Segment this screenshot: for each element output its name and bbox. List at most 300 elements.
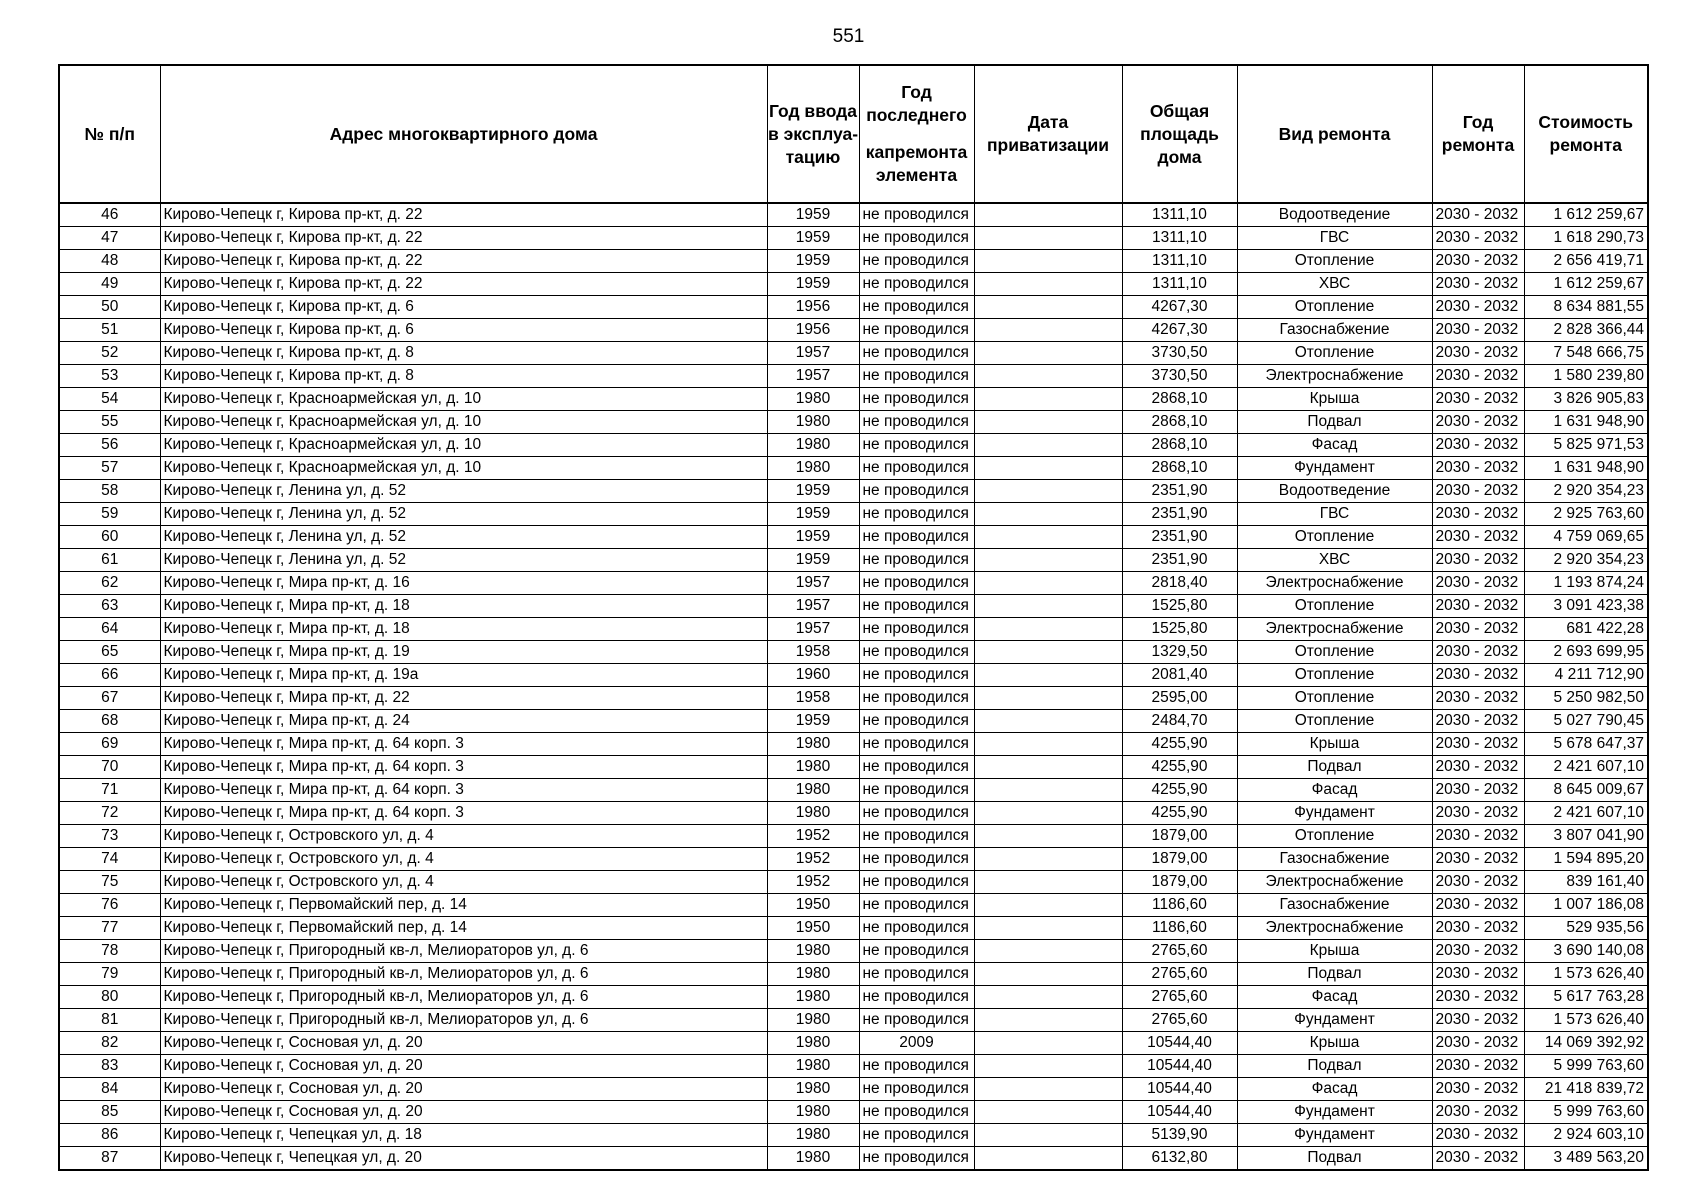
cell-area: 2351,90: [1122, 480, 1237, 503]
cell-num: 67: [59, 687, 160, 710]
cell-last-repair: не проводился: [859, 710, 974, 733]
cell-repair-type: ГВС: [1237, 227, 1432, 250]
table-row: [59, 1147, 1648, 1171]
cell-year-built: 1980: [767, 940, 859, 963]
cell-address: Кирово-Чепецк г, Островского ул, д. 4: [160, 848, 767, 871]
table-row: [59, 1078, 1648, 1101]
cell-repair-type: Отопление: [1237, 296, 1432, 319]
cell-address: Кирово-Чепецк г, Чепецкая ул, д. 18: [160, 1124, 767, 1147]
cell-year-built: 1950: [767, 917, 859, 940]
cell-privatization: [974, 986, 1122, 1009]
cell-num: 52: [59, 342, 160, 365]
cell-num: 49: [59, 273, 160, 296]
table-row: [59, 595, 1648, 618]
cell-address: Кирово-Чепецк г, Ленина ул, д. 52: [160, 549, 767, 572]
cell-cost: 14 069 392,92: [1524, 1032, 1648, 1055]
cell-area: 4255,90: [1122, 779, 1237, 802]
cell-repair-year: 2030 - 2032: [1432, 319, 1524, 342]
cell-address: Кирово-Чепецк г, Островского ул, д. 4: [160, 825, 767, 848]
cell-repair-type: Фасад: [1237, 434, 1432, 457]
cell-cost: 4 211 712,90: [1524, 664, 1648, 687]
cell-repair-year: 2030 - 2032: [1432, 296, 1524, 319]
table-row: [59, 273, 1648, 296]
cell-address: Кирово-Чепецк г, Первомайский пер, д. 14: [160, 917, 767, 940]
cell-last-repair: не проводился: [859, 1101, 974, 1124]
cell-privatization: [974, 687, 1122, 710]
cell-repair-type: Подвал: [1237, 1055, 1432, 1078]
cell-cost: 2 421 607,10: [1524, 756, 1648, 779]
cell-year-built: 1958: [767, 641, 859, 664]
cell-year-built: 1980: [767, 733, 859, 756]
cell-address: Кирово-Чепецк г, Кирова пр-кт, д. 22: [160, 250, 767, 273]
cell-repair-type: ГВС: [1237, 503, 1432, 526]
cell-repair-type: Отопление: [1237, 825, 1432, 848]
cell-area: 2484,70: [1122, 710, 1237, 733]
cell-cost: 4 759 069,65: [1524, 526, 1648, 549]
cell-address: Кирово-Чепецк г, Чепецкая ул, д. 20: [160, 1147, 767, 1171]
table-row: [59, 756, 1648, 779]
cell-privatization: [974, 618, 1122, 641]
cell-repair-type: Фундамент: [1237, 457, 1432, 480]
table-row: [59, 779, 1648, 802]
table-row: [59, 940, 1648, 963]
cell-last-repair: не проводился: [859, 825, 974, 848]
cell-address: Кирово-Чепецк г, Сосновая ул, д. 20: [160, 1101, 767, 1124]
cell-year-built: 1980: [767, 1055, 859, 1078]
cell-num: 47: [59, 227, 160, 250]
cell-repair-type: Отопление: [1237, 664, 1432, 687]
header-address: Адрес многоквартирного дома: [160, 65, 767, 203]
cell-last-repair: не проводился: [859, 342, 974, 365]
cell-area: 2351,90: [1122, 526, 1237, 549]
cell-area: 2765,60: [1122, 1009, 1237, 1032]
cell-year-built: 1980: [767, 434, 859, 457]
cell-cost: 3 826 905,83: [1524, 388, 1648, 411]
cell-repair-year: 2030 - 2032: [1432, 250, 1524, 273]
cell-address: Кирово-Чепецк г, Красноармейская ул, д. 10: [160, 457, 767, 480]
cell-num: 65: [59, 641, 160, 664]
cell-repair-type: Электроснабжение: [1237, 365, 1432, 388]
cell-last-repair: не проводился: [859, 641, 974, 664]
cell-num: 69: [59, 733, 160, 756]
cell-repair-type: Фасад: [1237, 779, 1432, 802]
header-last-repair: [859, 65, 974, 203]
cell-area: 5139,90: [1122, 1124, 1237, 1147]
cell-last-repair: не проводился: [859, 227, 974, 250]
cell-repair-type: Подвал: [1237, 1147, 1432, 1171]
cell-last-repair: не проводился: [859, 1147, 974, 1171]
table-row: [59, 250, 1648, 273]
cell-repair-year: 2030 - 2032: [1432, 802, 1524, 825]
cell-repair-year: 2030 - 2032: [1432, 641, 1524, 664]
cell-privatization: [974, 1124, 1122, 1147]
cell-address: Кирово-Чепецк г, Красноармейская ул, д. 10: [160, 388, 767, 411]
cell-year-built: 1980: [767, 986, 859, 1009]
cell-last-repair: не проводился: [859, 894, 974, 917]
cell-address: Кирово-Чепецк г, Пригородный кв-л, Мелиораторов ул, д. 6: [160, 986, 767, 1009]
cell-year-built: 1952: [767, 848, 859, 871]
cell-privatization: [974, 733, 1122, 756]
cell-repair-type: Электроснабжение: [1237, 917, 1432, 940]
table-row: [59, 710, 1648, 733]
cell-address: Кирово-Чепецк г, Сосновая ул, д. 20: [160, 1078, 767, 1101]
cell-cost: 2 656 419,71: [1524, 250, 1648, 273]
cell-cost: 8 645 009,67: [1524, 779, 1648, 802]
cell-last-repair: не проводился: [859, 273, 974, 296]
cell-privatization: [974, 664, 1122, 687]
cell-privatization: [974, 365, 1122, 388]
cell-cost: 2 924 603,10: [1524, 1124, 1648, 1147]
cell-address: Кирово-Чепецк г, Кирова пр-кт, д. 22: [160, 203, 767, 227]
header-cost: Стоимость ремонта: [1524, 65, 1648, 203]
cell-last-repair: не проводился: [859, 802, 974, 825]
cell-repair-type: Фундамент: [1237, 802, 1432, 825]
cell-cost: 2 920 354,23: [1524, 549, 1648, 572]
cell-num: 75: [59, 871, 160, 894]
cell-area: 10544,40: [1122, 1032, 1237, 1055]
cell-repair-type: Водоотведение: [1237, 203, 1432, 227]
cell-privatization: [974, 1055, 1122, 1078]
cell-area: 1879,00: [1122, 871, 1237, 894]
cell-repair-type: Фундамент: [1237, 1009, 1432, 1032]
cell-last-repair: не проводился: [859, 503, 974, 526]
header-last-repair-top: Год последнего: [866, 82, 967, 125]
cell-last-repair: не проводился: [859, 434, 974, 457]
cell-address: Кирово-Чепецк г, Мира пр-кт, д. 64 корп. 3: [160, 779, 767, 802]
cell-area: 2868,10: [1122, 457, 1237, 480]
table-row: [59, 434, 1648, 457]
cell-num: 50: [59, 296, 160, 319]
cell-last-repair: не проводился: [859, 572, 974, 595]
table-row: [59, 526, 1648, 549]
cell-num: 56: [59, 434, 160, 457]
cell-year-built: 1959: [767, 203, 859, 227]
cell-cost: 5 999 763,60: [1524, 1055, 1648, 1078]
cell-year-built: 1957: [767, 365, 859, 388]
cell-address: Кирово-Чепецк г, Кирова пр-кт, д. 22: [160, 227, 767, 250]
cell-privatization: [974, 203, 1122, 227]
repair-schedule-table: [58, 64, 1649, 1171]
cell-repair-year: 2030 - 2032: [1432, 825, 1524, 848]
cell-area: 1311,10: [1122, 203, 1237, 227]
cell-num: 64: [59, 618, 160, 641]
cell-last-repair: не проводился: [859, 963, 974, 986]
table-row: [59, 802, 1648, 825]
cell-area: 3730,50: [1122, 342, 1237, 365]
cell-cost: 839 161,40: [1524, 871, 1648, 894]
cell-area: 1525,80: [1122, 618, 1237, 641]
cell-privatization: [974, 572, 1122, 595]
cell-last-repair: не проводился: [859, 848, 974, 871]
cell-year-built: 1980: [767, 963, 859, 986]
cell-area: 4267,30: [1122, 319, 1237, 342]
cell-repair-type: Отопление: [1237, 526, 1432, 549]
cell-privatization: [974, 779, 1122, 802]
cell-last-repair: не проводился: [859, 687, 974, 710]
cell-last-repair: 2009: [859, 1032, 974, 1055]
cell-cost: 21 418 839,72: [1524, 1078, 1648, 1101]
cell-area: 2765,60: [1122, 963, 1237, 986]
table-body: [59, 203, 1648, 1170]
cell-year-built: 1957: [767, 572, 859, 595]
table-row: [59, 871, 1648, 894]
cell-year-built: 1980: [767, 779, 859, 802]
cell-privatization: [974, 802, 1122, 825]
cell-num: 53: [59, 365, 160, 388]
table-row: [59, 227, 1648, 250]
cell-num: 60: [59, 526, 160, 549]
cell-repair-year: 2030 - 2032: [1432, 687, 1524, 710]
header-year-built: Год ввода в эксплуа-тацию: [767, 65, 859, 203]
cell-repair-year: 2030 - 2032: [1432, 779, 1524, 802]
cell-cost: 1 580 239,80: [1524, 365, 1648, 388]
cell-address: Кирово-Чепецк г, Кирова пр-кт, д. 8: [160, 365, 767, 388]
cell-num: 62: [59, 572, 160, 595]
cell-num: 46: [59, 203, 160, 227]
cell-last-repair: не проводился: [859, 595, 974, 618]
cell-repair-type: Отопление: [1237, 595, 1432, 618]
cell-cost: 3 091 423,38: [1524, 595, 1648, 618]
cell-repair-year: 2030 - 2032: [1432, 595, 1524, 618]
cell-privatization: [974, 457, 1122, 480]
cell-num: 81: [59, 1009, 160, 1032]
cell-privatization: [974, 1147, 1122, 1171]
table-row: [59, 503, 1648, 526]
cell-address: Кирово-Чепецк г, Пригородный кв-л, Мелиораторов ул, д. 6: [160, 963, 767, 986]
cell-address: Кирово-Чепецк г, Сосновая ул, д. 20: [160, 1055, 767, 1078]
header-privatization: Дата приватизации: [974, 65, 1122, 203]
cell-year-built: 1959: [767, 710, 859, 733]
cell-last-repair: не проводился: [859, 779, 974, 802]
cell-area: 3730,50: [1122, 365, 1237, 388]
cell-area: 1311,10: [1122, 250, 1237, 273]
cell-area: 4255,90: [1122, 756, 1237, 779]
cell-repair-type: Отопление: [1237, 641, 1432, 664]
cell-num: 83: [59, 1055, 160, 1078]
cell-num: 82: [59, 1032, 160, 1055]
cell-repair-year: 2030 - 2032: [1432, 1055, 1524, 1078]
cell-repair-year: 2030 - 2032: [1432, 1147, 1524, 1171]
cell-repair-type: Отопление: [1237, 342, 1432, 365]
cell-cost: 529 935,56: [1524, 917, 1648, 940]
cell-area: 2081,40: [1122, 664, 1237, 687]
cell-year-built: 1980: [767, 802, 859, 825]
cell-address: Кирово-Чепецк г, Ленина ул, д. 52: [160, 503, 767, 526]
cell-num: 71: [59, 779, 160, 802]
cell-privatization: [974, 227, 1122, 250]
cell-num: 57: [59, 457, 160, 480]
cell-area: 2595,00: [1122, 687, 1237, 710]
cell-year-built: 1950: [767, 894, 859, 917]
cell-last-repair: не проводился: [859, 526, 974, 549]
cell-area: 4255,90: [1122, 733, 1237, 756]
cell-last-repair: не проводился: [859, 871, 974, 894]
cell-privatization: [974, 526, 1122, 549]
cell-year-built: 1980: [767, 1101, 859, 1124]
cell-last-repair: не проводился: [859, 203, 974, 227]
cell-repair-type: ХВС: [1237, 273, 1432, 296]
table-row: [59, 664, 1648, 687]
cell-year-built: 1980: [767, 1032, 859, 1055]
cell-cost: 1 618 290,73: [1524, 227, 1648, 250]
cell-num: 87: [59, 1147, 160, 1171]
cell-last-repair: не проводился: [859, 365, 974, 388]
cell-area: 4255,90: [1122, 802, 1237, 825]
cell-num: 70: [59, 756, 160, 779]
cell-year-built: 1957: [767, 618, 859, 641]
cell-area: 1879,00: [1122, 825, 1237, 848]
table-row: [59, 203, 1648, 227]
cell-repair-year: 2030 - 2032: [1432, 388, 1524, 411]
cell-repair-type: Подвал: [1237, 756, 1432, 779]
table-row: [59, 641, 1648, 664]
cell-repair-year: 2030 - 2032: [1432, 1032, 1524, 1055]
table-row: [59, 342, 1648, 365]
cell-num: 58: [59, 480, 160, 503]
cell-repair-type: Газоснабжение: [1237, 319, 1432, 342]
cell-year-built: 1960: [767, 664, 859, 687]
cell-year-built: 1957: [767, 595, 859, 618]
table-row: [59, 1032, 1648, 1055]
cell-repair-type: Фундамент: [1237, 1124, 1432, 1147]
cell-repair-year: 2030 - 2032: [1432, 1009, 1524, 1032]
cell-privatization: [974, 917, 1122, 940]
cell-cost: 5 027 790,45: [1524, 710, 1648, 733]
cell-address: Кирово-Чепецк г, Мира пр-кт, д. 22: [160, 687, 767, 710]
cell-num: 73: [59, 825, 160, 848]
cell-last-repair: не проводился: [859, 388, 974, 411]
cell-address: Кирово-Чепецк г, Первомайский пер, д. 14: [160, 894, 767, 917]
cell-last-repair: не проводился: [859, 917, 974, 940]
cell-privatization: [974, 940, 1122, 963]
header-repair-year: Год ремонта: [1432, 65, 1524, 203]
cell-repair-year: 2030 - 2032: [1432, 733, 1524, 756]
cell-repair-type: Крыша: [1237, 940, 1432, 963]
cell-area: 10544,40: [1122, 1055, 1237, 1078]
cell-last-repair: не проводился: [859, 250, 974, 273]
cell-last-repair: не проводился: [859, 618, 974, 641]
cell-area: 1311,10: [1122, 227, 1237, 250]
cell-repair-type: Фасад: [1237, 986, 1432, 1009]
cell-last-repair: не проводился: [859, 733, 974, 756]
cell-last-repair: не проводился: [859, 756, 974, 779]
table-row: [59, 917, 1648, 940]
cell-num: 63: [59, 595, 160, 618]
cell-cost: 1 631 948,90: [1524, 457, 1648, 480]
cell-cost: 2 920 354,23: [1524, 480, 1648, 503]
cell-last-repair: не проводился: [859, 986, 974, 1009]
table-row: [59, 1101, 1648, 1124]
table-row: [59, 894, 1648, 917]
header-repair-type: Вид ремонта: [1237, 65, 1432, 203]
cell-num: 84: [59, 1078, 160, 1101]
cell-area: 2868,10: [1122, 411, 1237, 434]
cell-area: 1186,60: [1122, 917, 1237, 940]
cell-area: 1329,50: [1122, 641, 1237, 664]
cell-repair-year: 2030 - 2032: [1432, 227, 1524, 250]
cell-repair-year: 2030 - 2032: [1432, 411, 1524, 434]
cell-privatization: [974, 1032, 1122, 1055]
cell-repair-type: Подвал: [1237, 411, 1432, 434]
cell-repair-year: 2030 - 2032: [1432, 618, 1524, 641]
cell-repair-year: 2030 - 2032: [1432, 342, 1524, 365]
cell-cost: 1 193 874,24: [1524, 572, 1648, 595]
cell-year-built: 1959: [767, 526, 859, 549]
cell-num: 61: [59, 549, 160, 572]
cell-repair-type: Фасад: [1237, 1078, 1432, 1101]
cell-cost: 3 690 140,08: [1524, 940, 1648, 963]
cell-repair-year: 2030 - 2032: [1432, 273, 1524, 296]
header-area: Общая площадь дома: [1122, 65, 1237, 203]
cell-repair-type: Крыша: [1237, 1032, 1432, 1055]
cell-year-built: 1959: [767, 250, 859, 273]
table-row: [59, 733, 1648, 756]
cell-repair-year: 2030 - 2032: [1432, 503, 1524, 526]
cell-num: 77: [59, 917, 160, 940]
cell-cost: 2 925 763,60: [1524, 503, 1648, 526]
cell-area: 6132,80: [1122, 1147, 1237, 1171]
table-row: [59, 1124, 1648, 1147]
cell-repair-type: Крыша: [1237, 388, 1432, 411]
cell-privatization: [974, 411, 1122, 434]
cell-cost: 3 807 041,90: [1524, 825, 1648, 848]
cell-num: 78: [59, 940, 160, 963]
cell-privatization: [974, 1009, 1122, 1032]
cell-repair-year: 2030 - 2032: [1432, 434, 1524, 457]
cell-privatization: [974, 595, 1122, 618]
header-last-repair-bottom: капремонта элемента: [865, 142, 968, 185]
cell-privatization: [974, 296, 1122, 319]
cell-num: 85: [59, 1101, 160, 1124]
cell-address: Кирово-Чепецк г, Кирова пр-кт, д. 6: [160, 319, 767, 342]
cell-repair-year: 2030 - 2032: [1432, 894, 1524, 917]
cell-cost: 5 617 763,28: [1524, 986, 1648, 1009]
cell-privatization: [974, 825, 1122, 848]
cell-privatization: [974, 434, 1122, 457]
cell-repair-year: 2030 - 2032: [1432, 572, 1524, 595]
cell-cost: 1 007 186,08: [1524, 894, 1648, 917]
cell-repair-type: Отопление: [1237, 687, 1432, 710]
cell-privatization: [974, 549, 1122, 572]
cell-repair-type: Водоотведение: [1237, 480, 1432, 503]
page-number: 551: [832, 26, 865, 47]
cell-address: Кирово-Чепецк г, Островского ул, д. 4: [160, 871, 767, 894]
cell-area: 2868,10: [1122, 434, 1237, 457]
cell-repair-year: 2030 - 2032: [1432, 986, 1524, 1009]
cell-cost: 8 634 881,55: [1524, 296, 1648, 319]
table-row: [59, 618, 1648, 641]
cell-cost: 5 999 763,60: [1524, 1101, 1648, 1124]
cell-year-built: 1980: [767, 1147, 859, 1171]
cell-year-built: 1958: [767, 687, 859, 710]
cell-cost: 2 828 366,44: [1524, 319, 1648, 342]
cell-cost: 2 421 607,10: [1524, 802, 1648, 825]
cell-repair-year: 2030 - 2032: [1432, 664, 1524, 687]
table-row: [59, 986, 1648, 1009]
cell-last-repair: не проводился: [859, 549, 974, 572]
cell-privatization: [974, 641, 1122, 664]
cell-num: 48: [59, 250, 160, 273]
cell-year-built: 1980: [767, 411, 859, 434]
cell-num: 86: [59, 1124, 160, 1147]
table-row: [59, 388, 1648, 411]
cell-num: 80: [59, 986, 160, 1009]
cell-address: Кирово-Чепецк г, Ленина ул, д. 52: [160, 526, 767, 549]
table-header-row: [59, 65, 1648, 203]
cell-address: Кирово-Чепецк г, Пригородный кв-л, Мелиораторов ул, д. 6: [160, 940, 767, 963]
cell-privatization: [974, 710, 1122, 733]
cell-area: 2765,60: [1122, 986, 1237, 1009]
